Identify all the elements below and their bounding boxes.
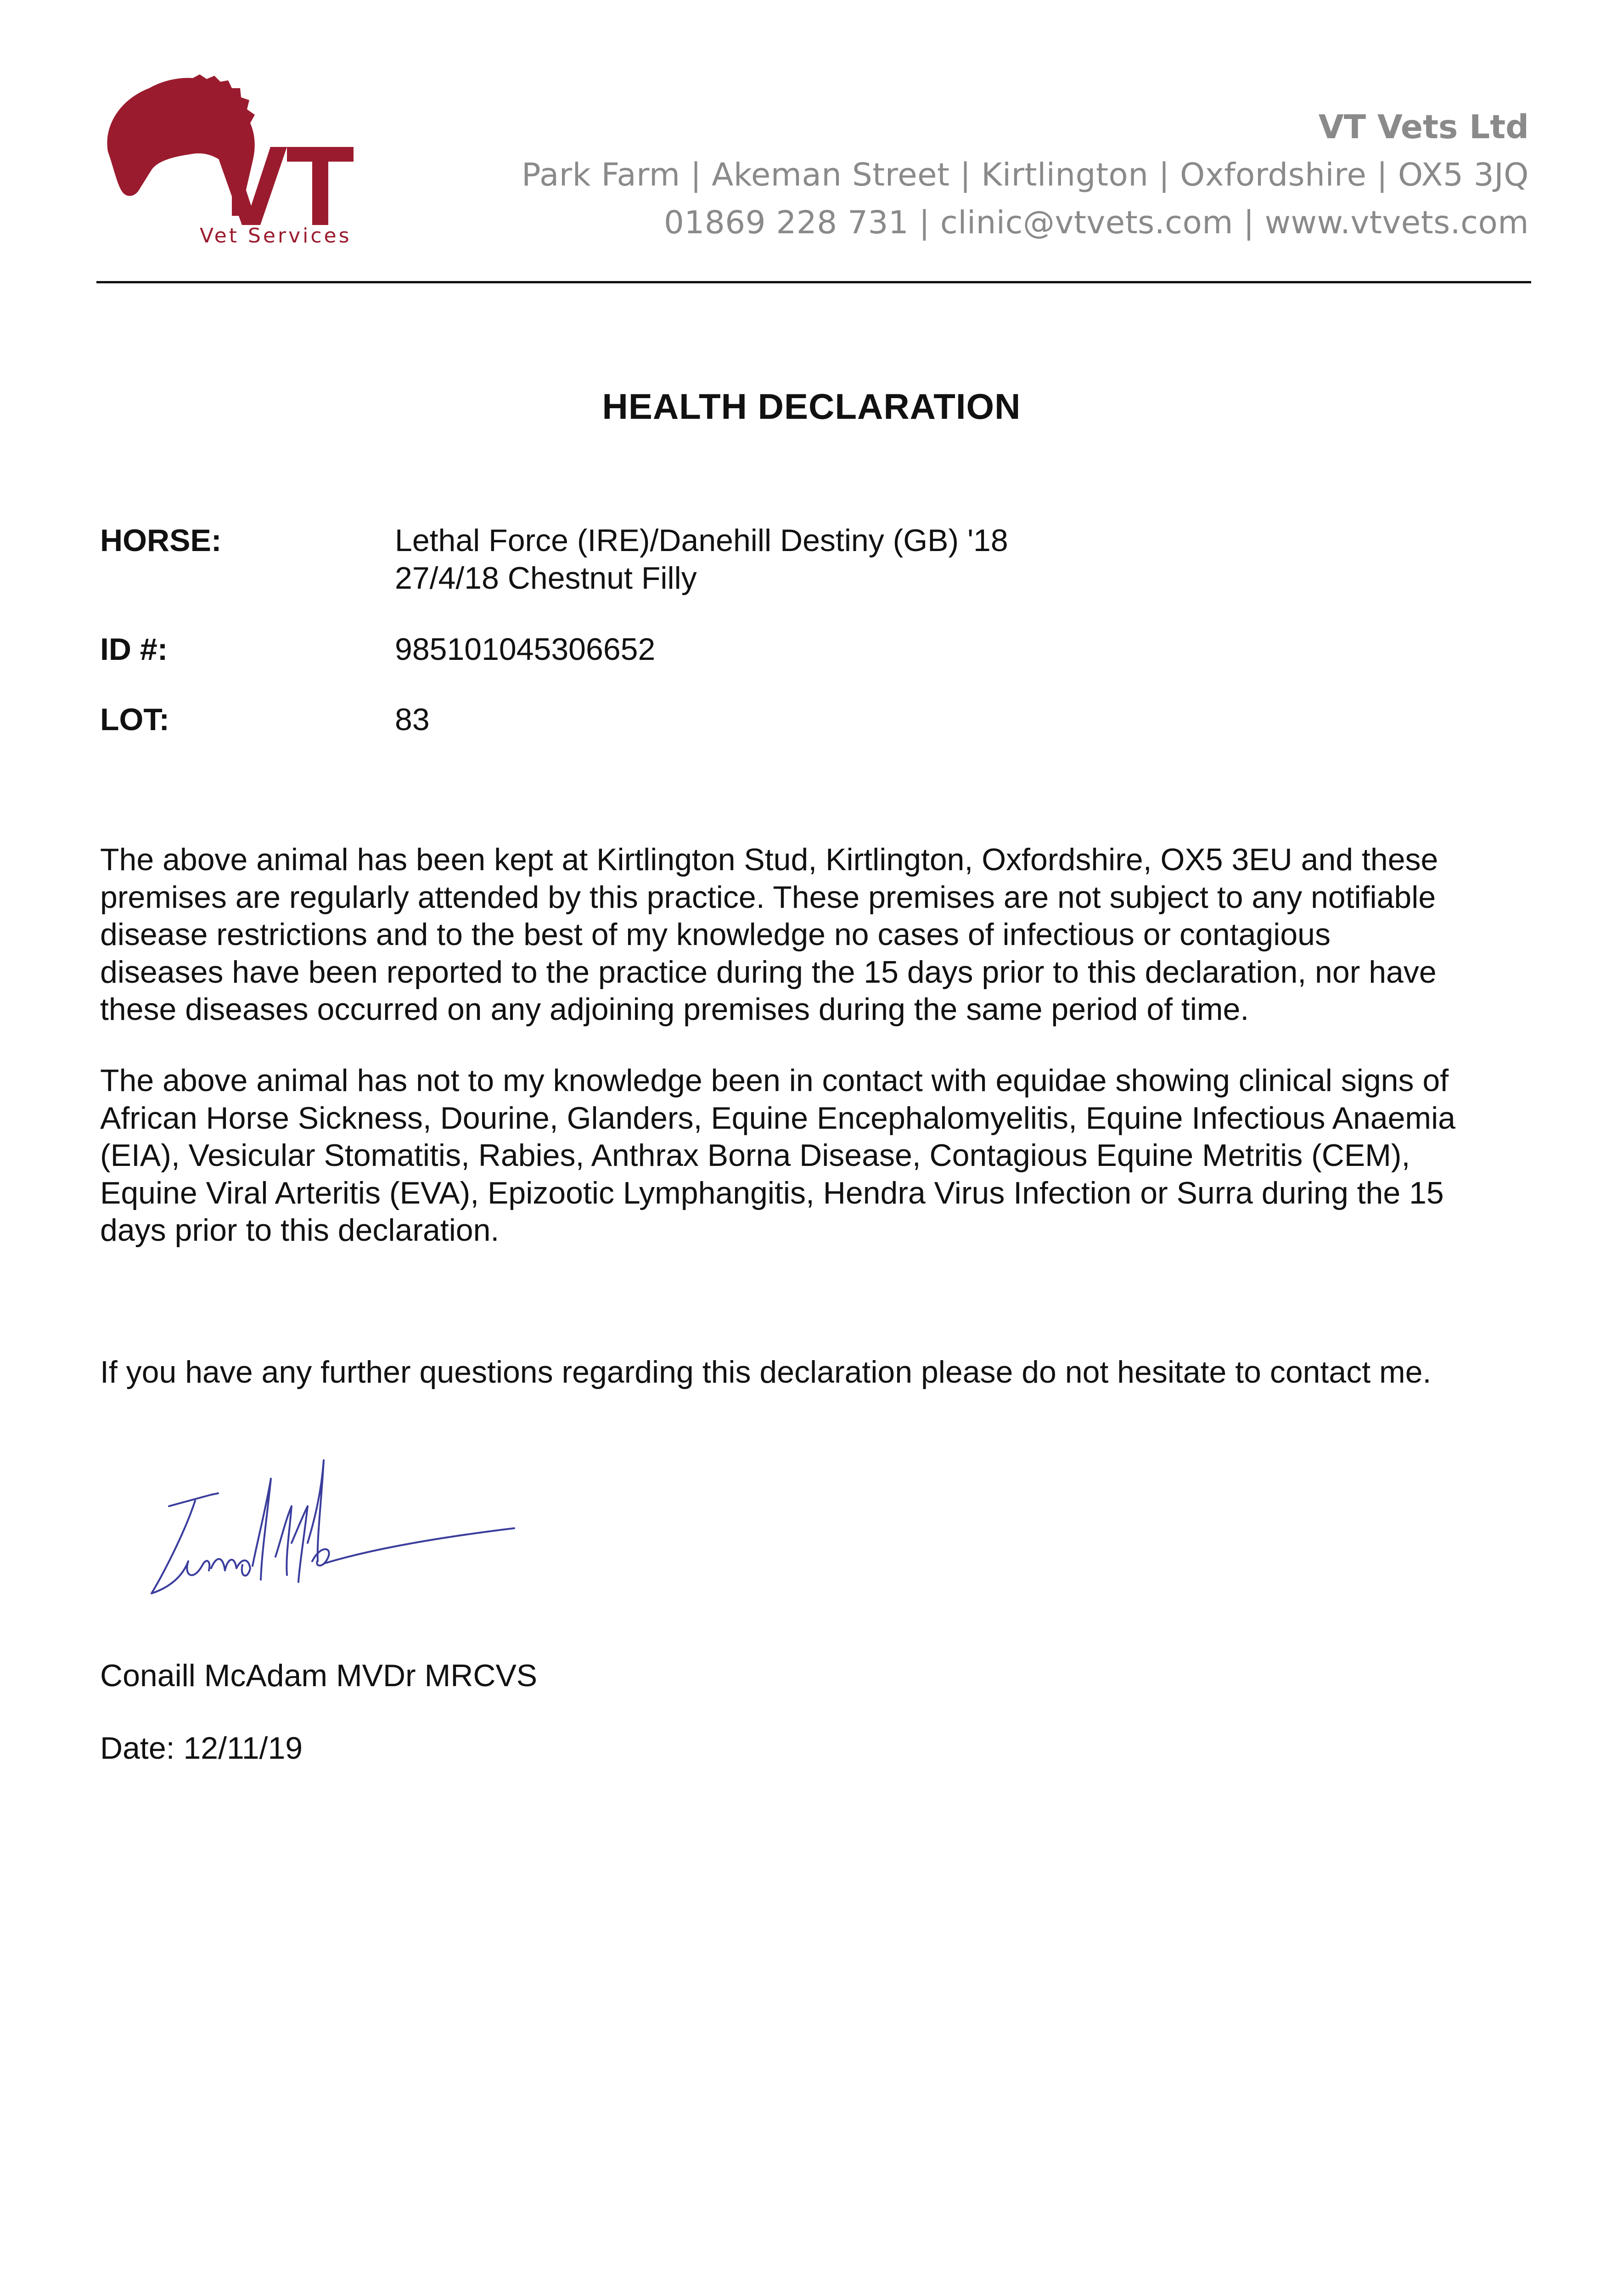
paragraph-line: (EIA), Vesicular Stomatitis, Rabies, Anthrax Borna Disease, Contagious Equine Metritis (CEM),: [100, 1138, 1410, 1173]
paragraph-questions: If you have any further questions regarding this declaration please do not hesitate to contact me.: [100, 1355, 1432, 1390]
date-label: Date:: [100, 1731, 175, 1766]
lot-value: 83: [395, 702, 430, 737]
signer-name: Conaill McAdam MVDr MRCVS: [100, 1658, 538, 1693]
signature: [138, 1451, 519, 1603]
document-title: HEALTH DECLARATION: [602, 386, 1021, 427]
date-value: 12/11/19: [183, 1731, 303, 1766]
date-line: [100, 1730, 303, 1766]
company-contact: 01869 228 731 | clinic@vtvets.com | www.vtvets.com: [664, 204, 1529, 241]
paragraph-line: these diseases occurred on any adjoining premises during the same period of time.: [100, 992, 1249, 1027]
horse-value: [395, 522, 1008, 597]
paragraph-line: days prior to this declaration.: [100, 1213, 500, 1248]
vt-vets-logo: [94, 55, 360, 248]
horse-label: HORSE:: [100, 523, 222, 558]
company-name: VT Vets Ltd: [1318, 108, 1529, 146]
logo-tagline: Vet Services: [200, 224, 352, 248]
paragraph-premises: [100, 841, 1542, 1029]
lot-label: LOT:: [100, 702, 170, 737]
company-address: Park Farm | Akeman Street | Kirtlington | Oxfordshire | OX5 3JQ: [521, 157, 1529, 193]
horse-name: Lethal Force (IRE)/Danehill Destiny (GB) '18: [395, 523, 1008, 558]
paragraph-line: The above animal has been kept at Kirtlington Stud, Kirtlington, Oxfordshire, OX5 3EU and these: [100, 842, 1438, 877]
id-label: ID #:: [100, 632, 168, 667]
paragraph-line: The above animal has not to my knowledge been in contact with equidae showing clinical signs of: [100, 1063, 1449, 1098]
paragraph-line: Equine Viral Arteritis (EVA), Epizootic Lymphangitis, Hendra Virus Infection or Surra during the 15: [100, 1175, 1444, 1210]
paragraph-line: disease restrictions and to the best of my knowledge no cases of infectious or contagious: [100, 917, 1331, 952]
id-value: 985101045306652: [395, 632, 656, 667]
paragraph-line: African Horse Sickness, Dourine, Glanders, Equine Encephalomyelitis, Equine Infectious Anaemia: [100, 1100, 1455, 1136]
header-divider: [96, 281, 1531, 283]
paragraph-line: premises are regularly attended by this practice. These premises are not subject to any notifiable: [100, 879, 1436, 915]
horse-details: 27/4/18 Chestnut Filly: [395, 561, 697, 596]
company-details: [522, 103, 1529, 247]
paragraph-contact-diseases: [100, 1062, 1542, 1249]
paragraph-line: diseases have been reported to the practice during the 15 days prior to this declaration, nor have: [100, 954, 1437, 990]
